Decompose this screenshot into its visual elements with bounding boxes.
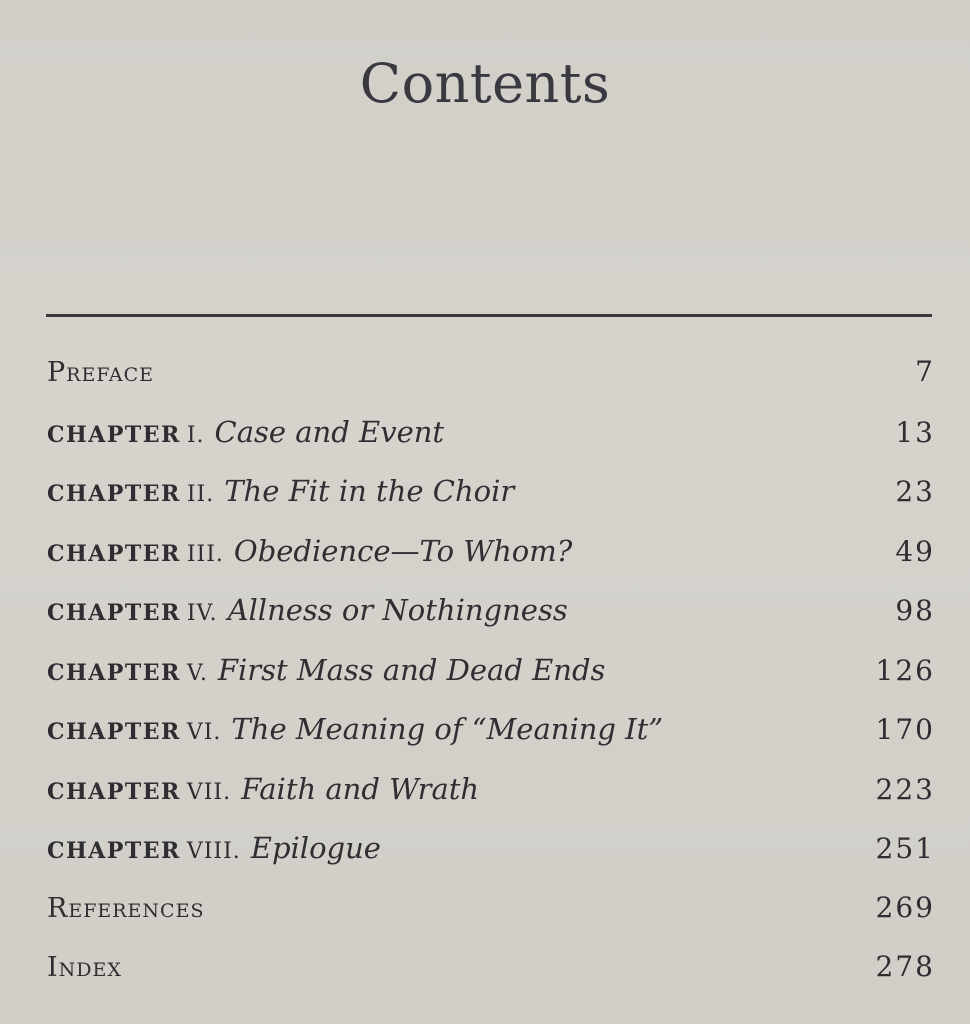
- chapter-title: Case and Event: [214, 414, 445, 449]
- section-label: Index: [47, 952, 122, 983]
- chapter-number: VIII.: [186, 839, 241, 864]
- chapter-number: II.: [186, 482, 215, 507]
- toc-entry-chapter-6[interactable]: [47, 712, 935, 772]
- toc-entry-chapter-5[interactable]: [47, 653, 935, 713]
- page-number: 49: [895, 534, 935, 568]
- toc-entry-chapter-7[interactable]: [47, 772, 935, 832]
- chapter-prefix: CHAPTER: [47, 600, 181, 626]
- chapter-prefix: CHAPTER: [47, 421, 181, 448]
- toc-entry-chapter-3[interactable]: [47, 534, 935, 594]
- toc-entry-references[interactable]: [47, 891, 935, 951]
- section-label: Preface: [47, 357, 155, 388]
- page-number: 13: [895, 415, 935, 449]
- chapter-number: I.: [186, 422, 205, 448]
- toc-entry-chapter-2[interactable]: [47, 474, 935, 534]
- chapter-number: III.: [186, 541, 224, 567]
- chapter-prefix: CHAPTER: [47, 540, 181, 567]
- toc-entry-preface[interactable]: [47, 355, 935, 415]
- section-label: References: [47, 892, 205, 924]
- chapter-prefix: CHAPTER: [47, 659, 181, 686]
- title-divider: [46, 314, 932, 317]
- toc-entry-chapter-8[interactable]: [47, 831, 935, 891]
- toc-entry-chapter-4[interactable]: [47, 593, 935, 653]
- chapter-number: V.: [186, 660, 208, 686]
- page-number: 278: [875, 950, 935, 983]
- toc-entry-chapter-1[interactable]: [47, 415, 935, 475]
- chapter-title: Obedience—To Whom?: [233, 533, 573, 568]
- toc-entry-index[interactable]: [47, 950, 935, 1010]
- page-number: 126: [875, 653, 935, 687]
- chapter-prefix: CHAPTER: [47, 719, 181, 745]
- chapter-prefix: CHAPTER: [47, 838, 181, 864]
- table-of-contents: [47, 355, 935, 1010]
- chapter-prefix: CHAPTER: [47, 778, 181, 805]
- chapter-title: The Fit in the Choir: [224, 474, 515, 508]
- chapter-prefix: CHAPTER: [47, 481, 181, 507]
- page-number: 170: [875, 713, 935, 746]
- chapter-number: IV.: [186, 601, 218, 626]
- chapter-title: The Meaning of “Meaning It”: [231, 712, 664, 746]
- page-number: 269: [875, 890, 935, 924]
- chapter-number: VII.: [186, 779, 232, 805]
- page-number: 23: [895, 475, 935, 508]
- page-number: 98: [895, 594, 935, 627]
- chapter-title: Allness or Nothingness: [227, 593, 568, 627]
- chapter-title: Faith and Wrath: [241, 771, 480, 806]
- page-number: 223: [875, 772, 935, 806]
- chapter-number: VI.: [186, 720, 222, 745]
- page-number: 7: [915, 355, 935, 388]
- chapter-title: Epilogue: [250, 831, 381, 865]
- page-title: Contents: [359, 52, 611, 115]
- page-number: 251: [875, 832, 935, 865]
- chapter-title: First Mass and Dead Ends: [217, 652, 606, 687]
